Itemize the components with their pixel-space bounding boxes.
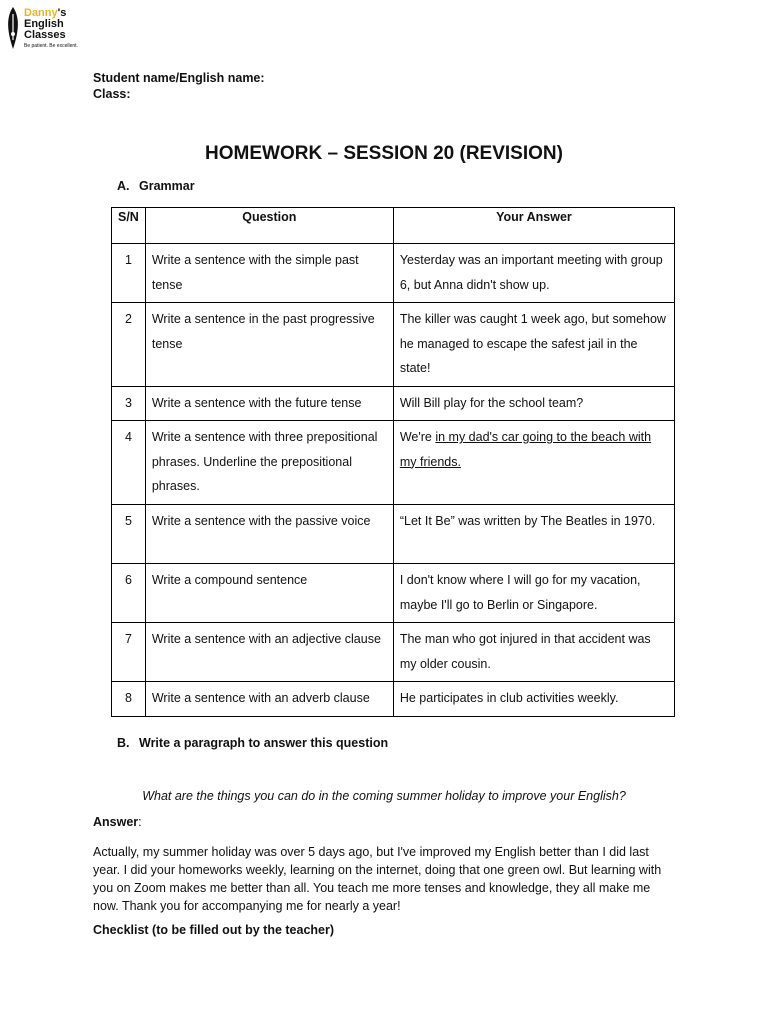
row-sn: 7 [112, 623, 146, 682]
row-answer: I don't know where I will go for my vacation, maybe I'll go to Berlin or Singapore. [393, 564, 674, 623]
table-row [112, 244, 675, 303]
header-answer: Your Answer [393, 208, 674, 244]
row-sn: 2 [112, 303, 146, 387]
table-row [112, 682, 675, 717]
row-answer: Yesterday was an important meeting with group 6, but Anna didn't show up. [393, 244, 674, 303]
table-row [112, 505, 675, 564]
row-answer: Will Bill play for the school team? [393, 387, 674, 421]
logo [4, 6, 94, 52]
table-row [112, 421, 675, 505]
row-answer: The man who got injured in that accident was my older cousin. [393, 623, 674, 682]
student-info [93, 70, 265, 102]
section-b-heading: B. Write a paragraph to answer this question [117, 736, 389, 750]
header-sn: S/N [112, 208, 146, 244]
row-question: Write a sentence with the future tense [145, 387, 393, 421]
row-sn: 1 [112, 244, 146, 303]
row-question: Write a sentence with three prepositional phrases. Underline the prepositional phrases. [145, 421, 393, 505]
class-label: Class: [93, 87, 131, 101]
row-answer: “Let It Be” was written by The Beatles in 1970. [393, 505, 674, 564]
header-question: Question [145, 208, 393, 244]
answer-label: Answer: [93, 815, 142, 829]
logo-line-2: English [24, 18, 64, 30]
row-sn: 6 [112, 564, 146, 623]
prepositional-phrases: in my dad's car going to the beach with my friends. [399, 430, 652, 469]
answer-prefix: We're [399, 430, 436, 444]
table-row [112, 623, 675, 682]
section-a-heading: A. Grammar [117, 179, 195, 193]
row-question: Write a sentence in the past progressive tense [145, 303, 393, 387]
row-sn: 8 [112, 682, 146, 717]
row-answer [393, 421, 674, 505]
pen-nib-icon [4, 6, 22, 50]
row-sn: 4 [112, 421, 146, 505]
homework-table [111, 207, 675, 717]
answer-paragraph: Actually, my summer holiday was over 5 days ago, but I've improved my English better than I did last year. I did your homeworks weekly, learning on the internet, doing that one green owl. But learning with you on Zoom makes me better than all. You teach me more tenses and knowledge, they all make me now. Thank you for accompanying me for nearly a year! [93, 845, 662, 913]
row-sn: 5 [112, 505, 146, 564]
logo-tagline: Be patient. Be excellent. [24, 43, 78, 49]
table-row [112, 564, 675, 623]
row-question: Write a sentence with an adjective clause [145, 623, 393, 682]
row-question: Write a sentence with the simple past tense [145, 244, 393, 303]
row-sn: 3 [112, 387, 146, 421]
row-answer: He participates in club activities weekly. [393, 682, 674, 717]
row-question: Write a compound sentence [145, 564, 393, 623]
row-question: Write a sentence with an adverb clause [145, 682, 393, 717]
logo-line-1: Danny's [24, 7, 67, 19]
table-row [112, 303, 675, 387]
checklist-heading: Checklist (to be filled out by the teacher) [93, 923, 335, 937]
row-answer: The killer was caught 1 week ago, but somehow he managed to escape the safest jail in the state! [393, 303, 674, 387]
essay-question: What are the things you can do in the coming summer holiday to improve your English? [142, 789, 626, 803]
page-title: HOMEWORK – SESSION 20 (REVISION) [205, 143, 563, 164]
table-header-row [112, 208, 675, 244]
student-name-label: Student name/English name: [93, 71, 265, 85]
table-row [112, 387, 675, 421]
row-question: Write a sentence with the passive voice [145, 505, 393, 564]
logo-line-3: Classes [24, 29, 66, 41]
